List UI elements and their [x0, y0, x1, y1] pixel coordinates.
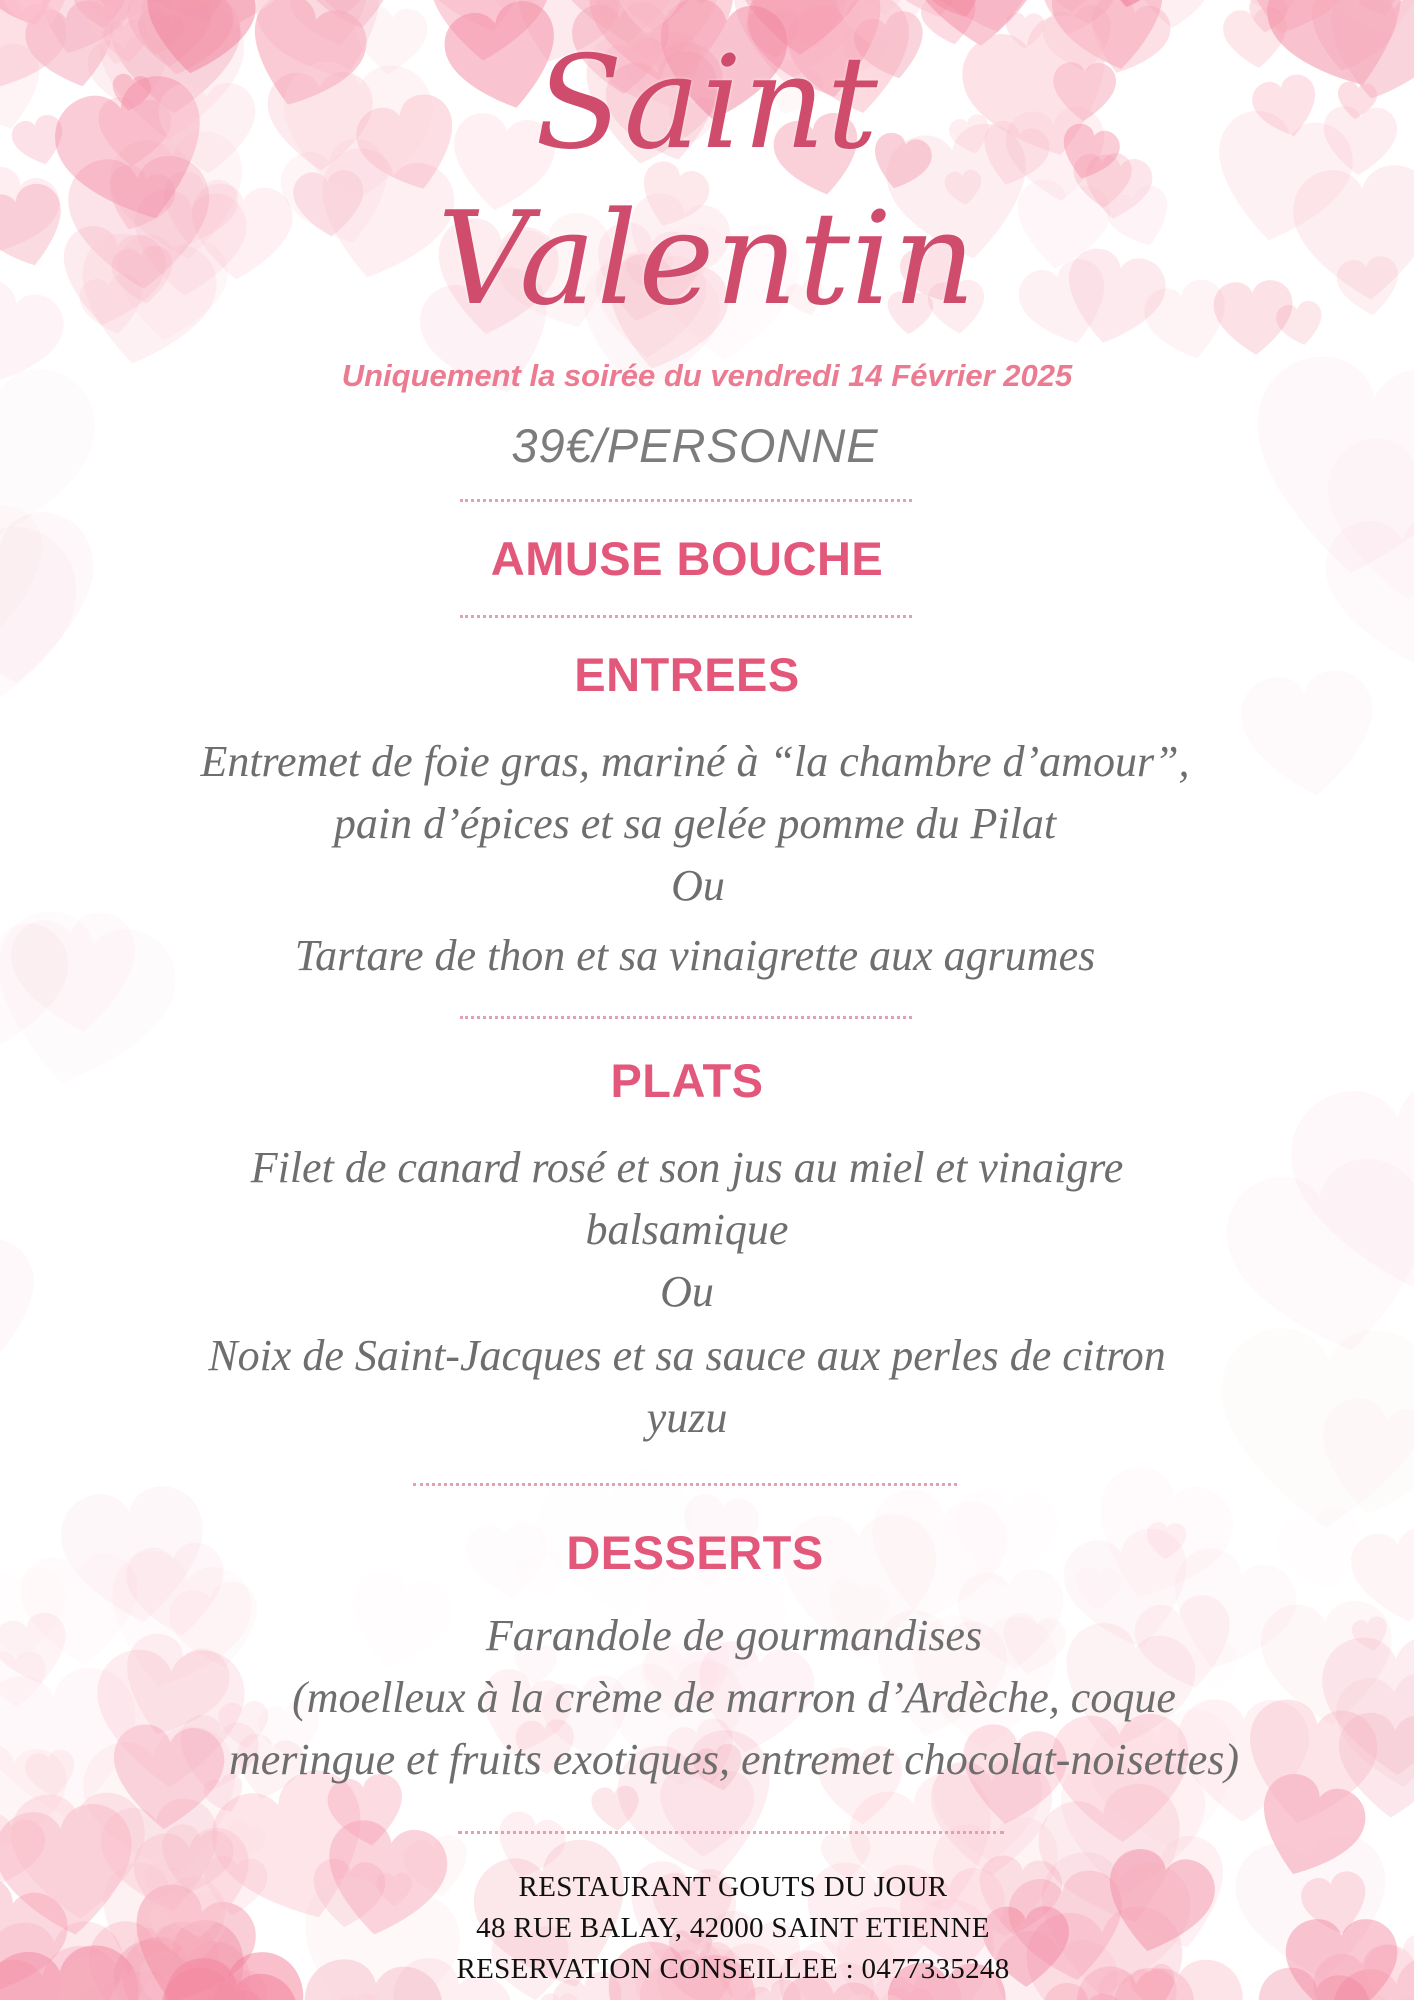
event-date: Uniquement la soirée du vendredi 14 Février 2025: [341, 358, 1073, 393]
plat-option-1-line-2: balsamique: [585, 1205, 789, 1254]
title-valentin: Valentin: [437, 185, 977, 334]
entree-option-2: Tartare de thon et sa vinaigrette aux agrumes: [294, 931, 1096, 980]
dessert-line-3: meringue et fruits exotiques, entremet chocolat-noisettes): [228, 1735, 1240, 1784]
section-title-amuse-bouche: AMUSE BOUCHE: [490, 532, 884, 585]
section-title-plats: PLATS: [610, 1054, 764, 1107]
entree-or: Ou: [671, 861, 725, 910]
reservation-phone: RESERVATION CONSEILLEE : 0477335248: [456, 1953, 1010, 1985]
section-title-entrees: ENTREES: [574, 648, 800, 701]
entree-option-1-line-1: Entremet de foie gras, mariné à “la chambre d’amour”,: [200, 737, 1190, 786]
price-per-person: 39€/PERSONNE: [511, 419, 879, 472]
plat-option-2-line-2: yuzu: [646, 1393, 728, 1442]
divider: [460, 1016, 912, 1019]
entree-option-1-line-2: pain d’épices et sa gelée pomme du Pilat: [333, 799, 1057, 848]
divider: [460, 499, 912, 502]
plat-or: Ou: [660, 1267, 714, 1316]
restaurant-name: RESTAURANT GOUTS DU JOUR: [518, 1871, 948, 1903]
divider: [458, 1831, 1004, 1834]
dessert-line-2: (moelleux à la crème de marron d’Ardèche, coque: [292, 1673, 1176, 1722]
divider: [413, 1483, 957, 1486]
divider: [460, 615, 912, 618]
plat-option-2-line-1: Noix de Saint-Jacques et sa sauce aux perles de citron: [208, 1331, 1166, 1380]
section-title-desserts: DESSERTS: [566, 1526, 824, 1579]
title-saint: Saint: [535, 29, 879, 178]
plat-option-1-line-1: Filet de canard rosé et son jus au miel et vinaigre: [250, 1143, 1124, 1192]
dessert-line-1: Farandole de gourmandises: [485, 1611, 983, 1660]
restaurant-address: 48 RUE BALAY, 42000 SAINT ETIENNE: [476, 1912, 990, 1944]
